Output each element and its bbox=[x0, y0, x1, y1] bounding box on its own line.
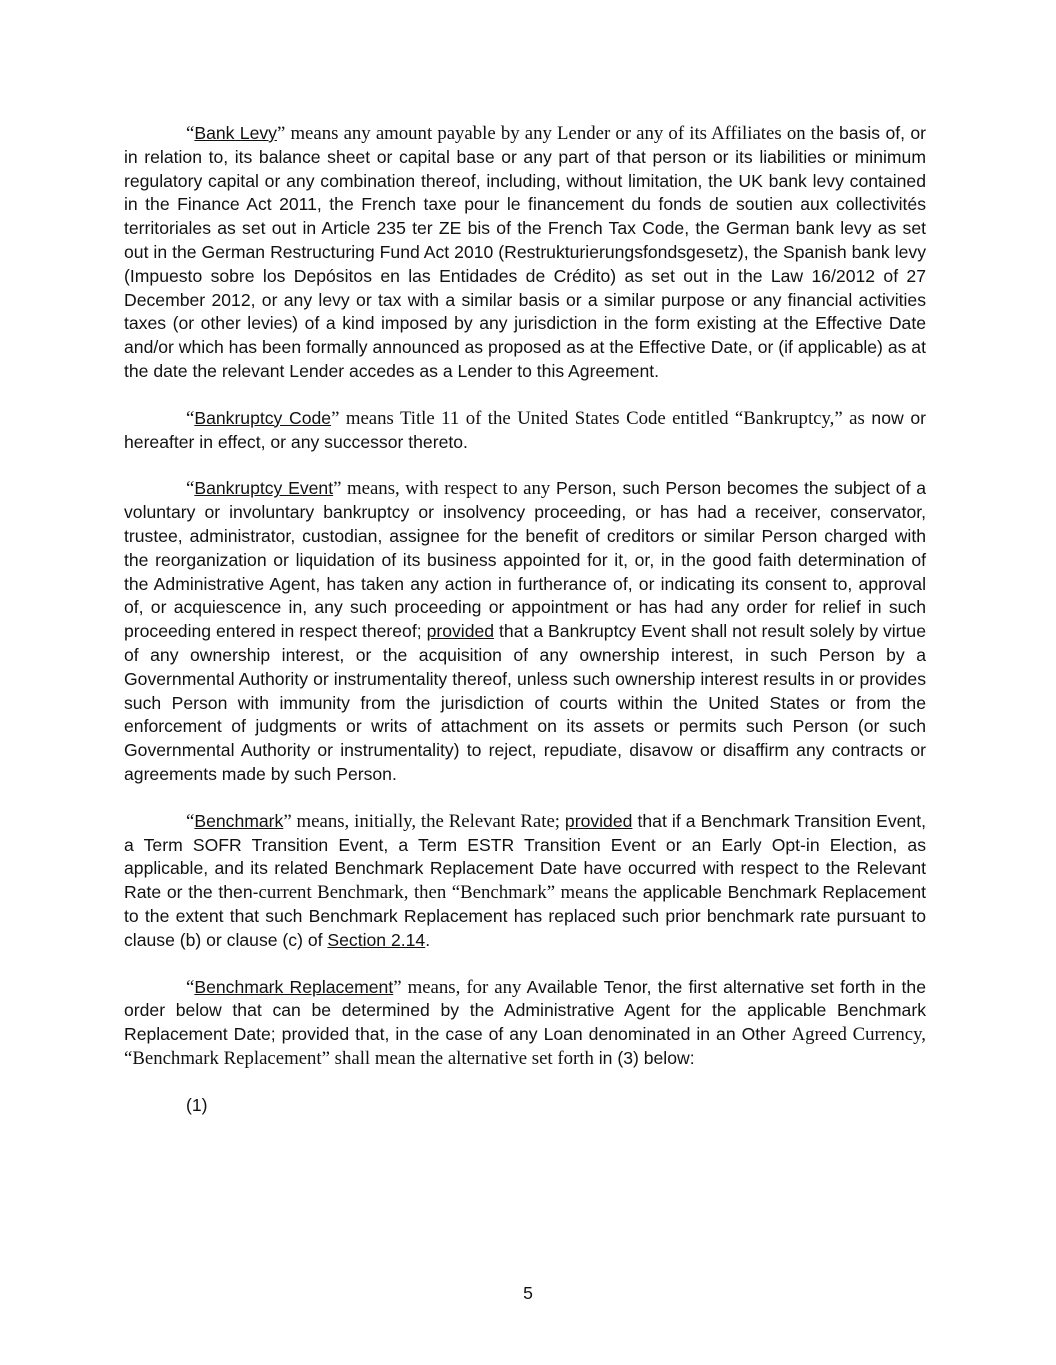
open-quote: “ bbox=[186, 810, 195, 832]
definition-lead: means, initially, the Relevant Rate; bbox=[291, 810, 565, 832]
definition-body-part-2: applicable Benchmark Replacement to the extent that such Benchmark Replacement has replaced such prior benchmark rate pursuant to clause (b) or clause (c) of bbox=[124, 882, 926, 950]
definition-serif-segment: current Benchmark, then “Benchmark” means the bbox=[258, 882, 637, 904]
close-quote: ” bbox=[283, 810, 292, 832]
close-quote: ” bbox=[393, 976, 402, 998]
defined-term: Bank Levy bbox=[194, 123, 277, 143]
definition-bankruptcy-code bbox=[124, 407, 926, 455]
definition-body-part-2: that a Bankruptcy Event shall not result solely by virtue of any ownership interest, or the acquisition of any ownership interest, in such Person by a Governmental Authority or instrumentality thereof, unless such ownership interest results in or provides such Person with immunity from the jurisdiction of courts within the United States or from the enforcement of judgments or writs of attachment on its assets or permits such Person (or such Governmental Authority or instrumentality) to reject, repudiate, disavow or disaffirm any contracts or agreements made by such Person. bbox=[124, 621, 926, 784]
definition-body-part-2: in (3) below: bbox=[593, 1047, 695, 1068]
definition-body: now or hereafter in effect, or any successor thereto. bbox=[124, 407, 926, 452]
close-quote: ” bbox=[276, 123, 286, 144]
defined-term: Benchmark bbox=[194, 810, 284, 831]
definition-lead: means, for any bbox=[401, 976, 522, 998]
open-quote: “ bbox=[186, 123, 195, 144]
definition-body-part-1: that if a Benchmark Transition Event, a Term SOFR Transition Event, a Term ESTR Transition Event or an Early Opt-in Election, as applicable, and its related Benchmark Replacement Date have occurred with respect to the Relevant Rate or the then- bbox=[124, 810, 926, 903]
close-quote: ” bbox=[333, 478, 342, 500]
open-quote: “ bbox=[186, 976, 195, 998]
definition-bankruptcy-event bbox=[124, 477, 926, 786]
definition-lead: means any amount payable by any Lender or any of its Affiliates on the bbox=[285, 123, 834, 144]
definition-serif-segment: Agreed Currency, “Benchmark Replacement” shall mean the alternative set forth bbox=[124, 1024, 926, 1069]
open-quote: “ bbox=[186, 478, 195, 500]
list-marker: (1) bbox=[186, 1094, 208, 1115]
open-quote: “ bbox=[186, 407, 195, 429]
definition-benchmark bbox=[124, 810, 926, 953]
document-body bbox=[124, 122, 926, 1117]
definition-body: basis of, or in relation to, its balance sheet or capital base or any part of that person or its liabilities or minimum regulatory capital or any combination thereof, including, without limitation, the UK bank levy contained in the Finance Act 2011, the French taxe pour le financement du fonds de soutien aux collectivités territoriales as set out in Article 235 ter ZE bis of the French Tax Code, the German bank levy as set out in the German Restructuring Fund Act 2010 (Restrukturierungsfondsgesetz), the Spanish bank levy (Impuesto sobre los Depósitos en las Entidades de Crédito) as set out in the Law 16/2012 of 27 December 2012, or any levy or tax with a similar basis or a similar purpose or any financial activities taxes (or other levies) of a kind imposed by any jurisdiction in the form existing at the Effective Date and/or which has been formally announced as proposed as at the Effective Date, or (if applicable) as at the date the relevant Lender accedes as a Lender to this Agreement. bbox=[124, 123, 926, 381]
page-number: 5 bbox=[523, 1283, 533, 1303]
section-reference: Section 2.14 bbox=[327, 929, 426, 950]
defined-term: Bankruptcy Event bbox=[194, 478, 334, 499]
definition-lead: means Title 11 of the United States Code entitled “Bankruptcy,” as bbox=[339, 407, 865, 429]
definition-lead: means, with respect to any bbox=[341, 478, 551, 500]
provided-keyword: provided bbox=[426, 621, 495, 642]
definition-bank-levy bbox=[124, 122, 926, 384]
defined-term: Benchmark Replacement bbox=[194, 976, 394, 997]
sentence-end: . bbox=[425, 929, 431, 950]
definition-benchmark-replacement bbox=[124, 976, 926, 1071]
definition-body-part-1: Available Tenor, the first alternative set forth in the order below that can be determined by the Administrative Agent for the applicable Benchmark Replacement Date; provided that, in the case of any Loan denominated in an Other bbox=[124, 976, 926, 1045]
definition-body-part-1: Person, such Person becomes the subject of a voluntary or involuntary bankruptcy or insolvency proceeding, or has had a receiver, conservator, trustee, administrator, custodian, assignee for the benefit of creditors or similar Person charged with the reorganization or liquidation of its business appointed for it, or, in the good faith determination of the Administrative Agent, has taken any action in furtherance of, or indicating its consent to, approval of, or acquiescence in, any such proceeding or appointment or has had any order for relief in such proceeding entered in respect thereof; bbox=[124, 478, 927, 642]
close-quote: ” bbox=[331, 407, 340, 429]
defined-term: Bankruptcy Code bbox=[194, 407, 332, 428]
provided-keyword: provided bbox=[564, 810, 633, 831]
